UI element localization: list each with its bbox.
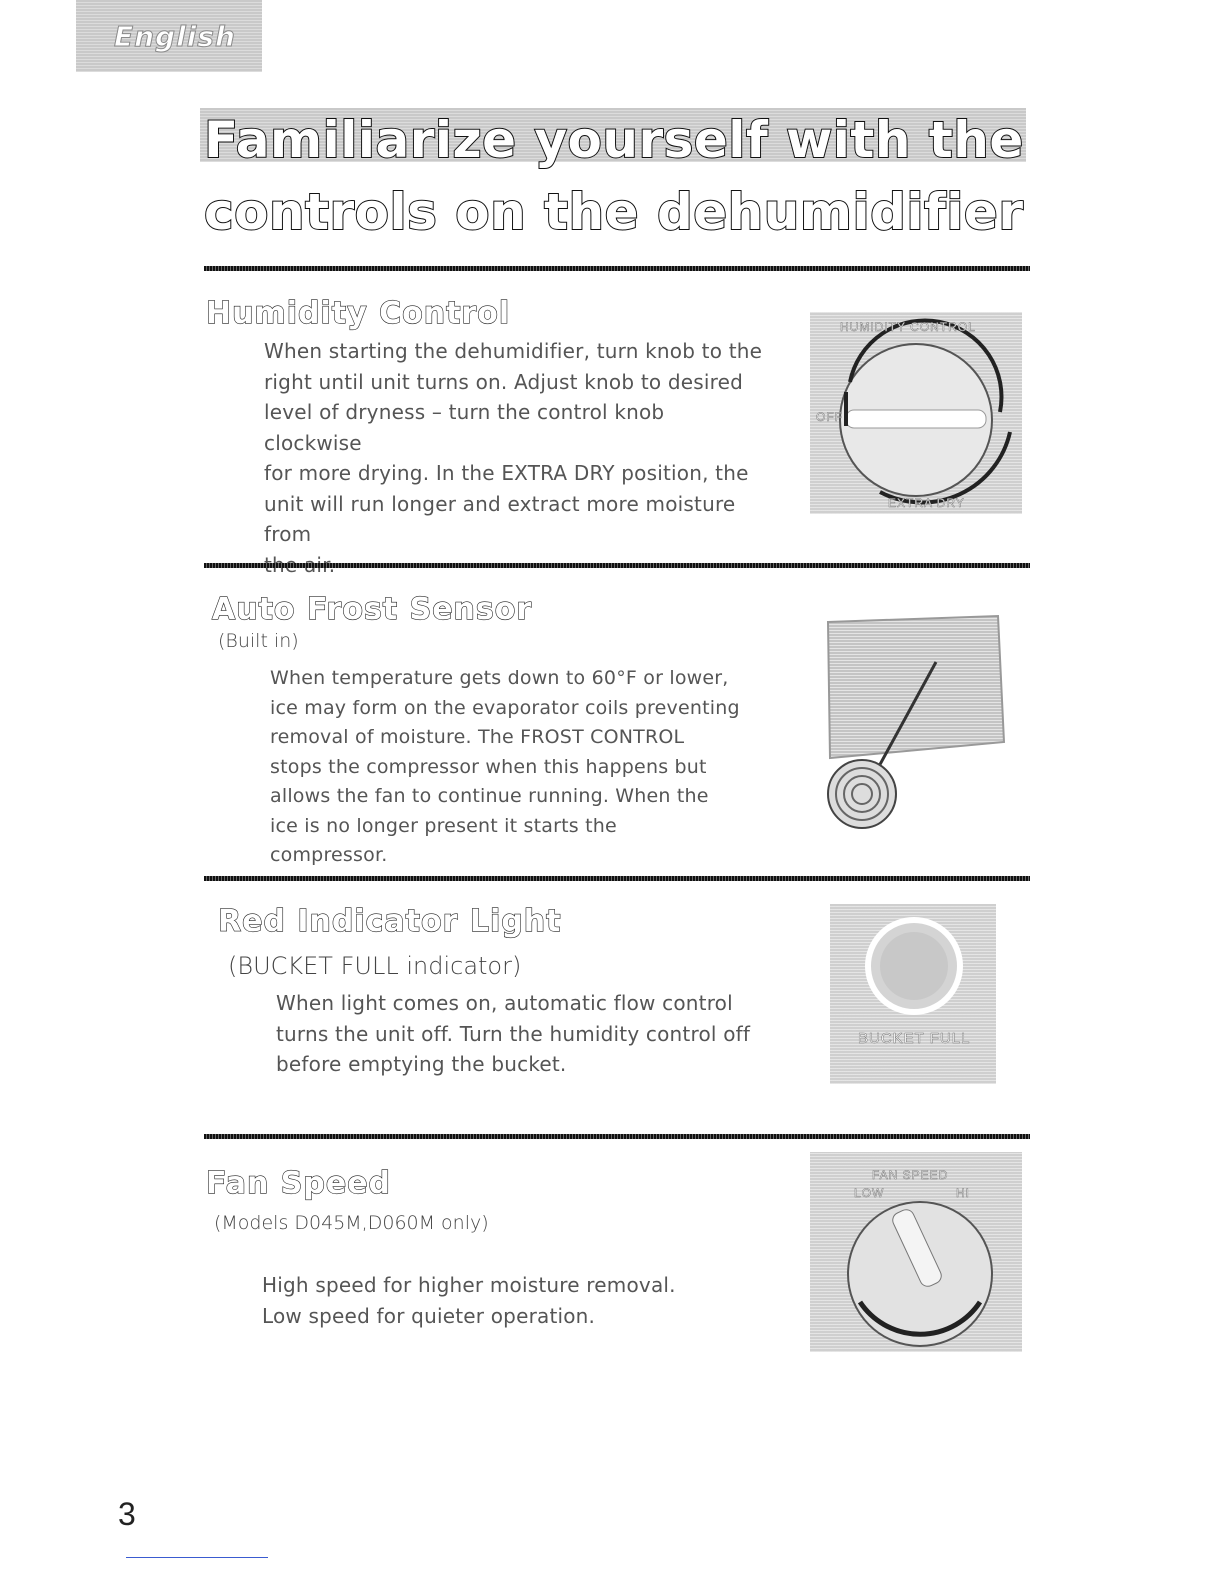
fan-speed-image-title: FAN SPEED	[872, 1168, 949, 1182]
auto-frost-sensor-subheading: (Built in)	[218, 630, 299, 652]
footer-line	[126, 1557, 268, 1558]
auto-frost-sensor-text: When temperature gets down to 60°F or lower, ice may form on the evaporator coils preventing removal of moisture. The FROST CONTROL stops the compressor when this happens but allows the fan to continue running. When the ice is no longer present it starts the compressor.	[270, 667, 740, 866]
humidity-control-knob-image	[810, 312, 1022, 514]
fan-speed-high-label: HI	[956, 1186, 970, 1200]
section-divider	[204, 563, 1030, 568]
frost-sensor-icon	[818, 612, 1012, 830]
humidity-image-bottom-label: EXTRA DRY	[888, 496, 965, 510]
humidity-image-off-label: OFF	[816, 410, 843, 424]
humidity-control-text: When starting the dehumidifier, turn knob to the right until unit turns on. Adjust knob to desired level of dryness – turn the control knob clockwise for more drying. In the EXTRA DRY position, the unit will run longer and extract more moisture from	[264, 339, 763, 546]
red-indicator-light-heading: Red Indicator Light	[218, 904, 562, 939]
fan-speed-text: High speed for higher moisture removal. Low speed for quieter operation.	[262, 1273, 676, 1328]
fan-speed-heading: Fan Speed	[206, 1166, 392, 1201]
bucket-full-light-icon	[830, 904, 996, 1084]
humidity-control-heading: Humidity Control	[206, 296, 511, 331]
language-tab	[76, 0, 262, 72]
humidity-image-top-label: HUMIDITY CONTROL	[840, 320, 976, 334]
bucket-full-label: BUCKET FULL	[858, 1030, 971, 1047]
fan-speed-knob-icon	[810, 1152, 1022, 1352]
section-divider	[204, 1134, 1030, 1139]
page-title: Familiarize yourself with the controls on the dehumidifier	[204, 111, 1024, 241]
red-indicator-light-subheading: (BUCKET FULL indicator)	[228, 952, 522, 980]
fan-speed-knob-image	[810, 1152, 1022, 1352]
red-indicator-light-text: When light comes on, automatic flow control turns the unit off. Turn the humidity control off before emptying the bucket.	[276, 991, 751, 1076]
fan-speed-subheading: (Models D045M,D060M only)	[214, 1212, 489, 1234]
section-divider	[204, 266, 1030, 271]
bucket-full-indicator-image	[830, 904, 996, 1084]
language-tab-label: English	[114, 19, 236, 53]
auto-frost-sensor-heading: Auto Frost Sensor	[212, 592, 533, 627]
page-number: 3	[118, 1496, 136, 1532]
section-divider	[204, 876, 1030, 881]
frost-sensor-image	[818, 612, 1012, 830]
fan-speed-low-label: LOW	[854, 1186, 885, 1200]
